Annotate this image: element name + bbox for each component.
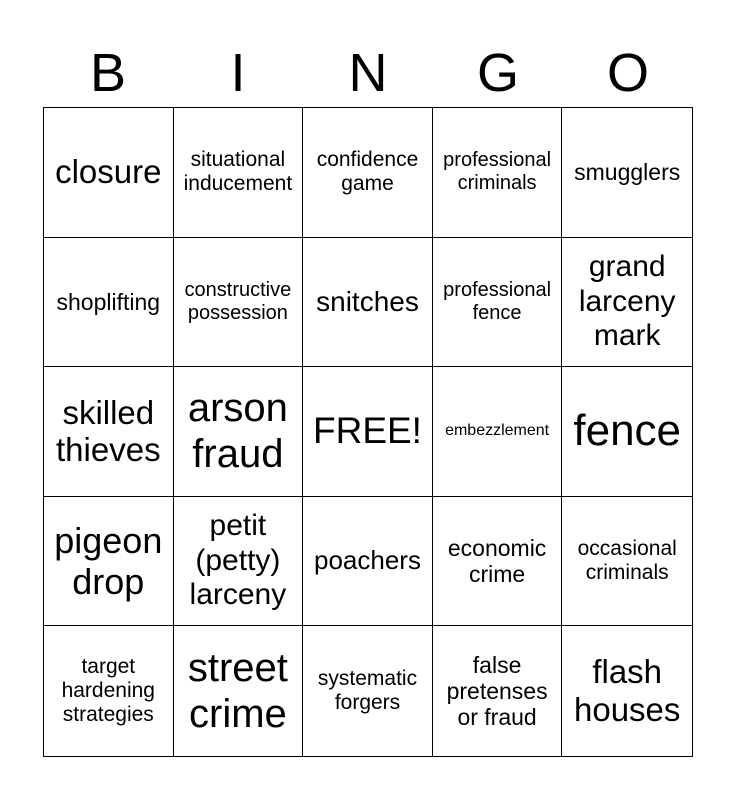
bingo-cell: snitches bbox=[303, 238, 433, 368]
header-letter-i: I bbox=[230, 43, 246, 103]
bingo-cell: petit (petty) larceny bbox=[174, 497, 304, 627]
bingo-cell: professional fence bbox=[433, 238, 563, 368]
header-letter-g: G bbox=[476, 43, 519, 103]
bingo-cell: professional criminals bbox=[433, 108, 563, 238]
bingo-cell: flash houses bbox=[573, 653, 681, 729]
bingo-cell: confidence game bbox=[303, 108, 433, 238]
bingo-cell: smugglers bbox=[562, 108, 692, 238]
bingo-cell: arson fraud bbox=[174, 367, 304, 497]
bingo-header bbox=[43, 38, 693, 108]
bingo-cell: skilled thieves bbox=[44, 367, 174, 497]
bingo-cell: shoplifting bbox=[44, 238, 174, 368]
bingo-cell: closure bbox=[44, 108, 174, 238]
bingo-cell: poachers bbox=[303, 497, 433, 627]
bingo-cell: target hardening strategies bbox=[44, 626, 174, 756]
bingo-cell: grand larceny mark bbox=[562, 238, 692, 368]
header-letter-n: N bbox=[348, 43, 388, 103]
header-letter-b: B bbox=[89, 43, 127, 103]
bingo-cell: pigeon drop bbox=[44, 497, 174, 627]
bingo-cell: constructive possession bbox=[174, 238, 304, 368]
bingo-cell: embezzlement bbox=[433, 367, 563, 497]
bingo-cell: occasional criminals bbox=[562, 497, 692, 627]
header-letter-o: O bbox=[606, 43, 649, 103]
bingo-card-grid bbox=[43, 107, 693, 757]
bingo-cell: street crime bbox=[174, 626, 304, 756]
bingo-cell: systematic forgers bbox=[303, 626, 433, 756]
bingo-cell: situational inducement bbox=[174, 108, 304, 238]
bingo-cell: false pretenses or fraud bbox=[433, 626, 563, 756]
bingo-cell: economic crime bbox=[433, 497, 563, 627]
bingo-cell: fence bbox=[562, 367, 692, 497]
free-space-cell: FREE! bbox=[303, 367, 433, 497]
